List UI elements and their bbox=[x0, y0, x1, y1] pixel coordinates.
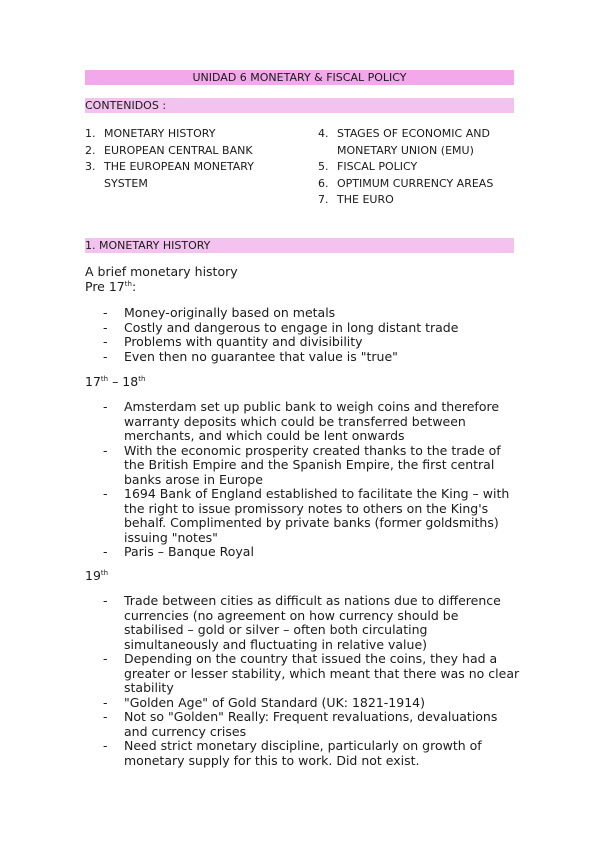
period-17-18-list bbox=[100, 400, 520, 560]
period-heading-17-18: 17th – 18th bbox=[85, 374, 146, 389]
toc-text: EUROPEAN CENTRAL BANK bbox=[104, 143, 253, 157]
list-item: - Depending on the country that issued the coins, they had a greater or lesser stability, which meant that there was no clear stability bbox=[103, 651, 520, 695]
list-item: - Need strict monetary discipline, particularly on growth of monetary supply for this to work. Did not exist. bbox=[103, 738, 482, 768]
toc-text: MONETARY HISTORY bbox=[104, 127, 216, 140]
toc-item bbox=[318, 126, 518, 159]
list-item: - Amsterdam set up public bank to weigh coins and therefore warranty deposits which could be transferred between merchants, and which could be lent onwards bbox=[103, 399, 500, 443]
list-item: - Paris – Banque Royal bbox=[103, 544, 254, 559]
toc-text: THE EURO bbox=[337, 193, 394, 206]
toc-text: THE EUROPEAN MONETARY SYSTEM bbox=[104, 160, 254, 190]
document-title: UNIDAD 6 MONETARY & FISCAL POLICY bbox=[85, 70, 514, 85]
period-heading-19: 19th bbox=[85, 568, 109, 583]
list-item: - Costly and dangerous to engage in long distant trade bbox=[103, 319, 459, 335]
list-item: - "Golden Age" of Gold Standard (UK: 1821-1914) bbox=[103, 694, 425, 710]
toc-number: 1. bbox=[85, 127, 96, 140]
toc-item bbox=[318, 159, 518, 176]
pre17-list bbox=[100, 306, 520, 364]
toc-number: 3. bbox=[85, 160, 96, 173]
list-item: - Not so "Golden" Really: Frequent revaluations, devaluations and currency crises bbox=[103, 709, 498, 739]
period-heading-pre17: Pre 17th: bbox=[85, 279, 137, 294]
list-item: - Money-originally based on metals bbox=[103, 305, 336, 320]
toc-item bbox=[85, 126, 300, 143]
section-heading: 1. MONETARY HISTORY bbox=[85, 238, 514, 253]
toc-number: 4. bbox=[318, 127, 329, 140]
intro-text: A brief monetary history bbox=[85, 264, 238, 279]
contents-label: CONTENIDOS : bbox=[85, 98, 514, 113]
list-item: - Trade between cities as difficult as nations due to difference currencies (no agreement on how currency should be stabilised – gold or silver – often both circulating simultaneously and fluctuating in relative value) bbox=[103, 593, 501, 652]
toc-left-column bbox=[85, 126, 300, 192]
list-item: - Problems with quantity and divisibility bbox=[103, 334, 363, 349]
toc-number: 6. bbox=[318, 176, 329, 190]
list-item: - With the economic prosperity created thanks to the trade of the British Empire and the Spanish Empire, the first central banks arose in Europe bbox=[103, 442, 501, 487]
list-item: - 1694 Bank of England established to facilitate the King – with the right to issue promissory notes to others on the King's behalf. Complimented by private banks (former goldsmiths) issuing "notes" bbox=[103, 486, 510, 545]
toc-item bbox=[318, 176, 518, 193]
toc-number: 2. bbox=[85, 143, 96, 157]
period-19-list bbox=[100, 594, 520, 768]
toc-right-column bbox=[318, 126, 518, 209]
toc-text: STAGES OF ECONOMIC AND MONETARY UNION (EMU) bbox=[337, 127, 490, 157]
list-item: - Even then no guarantee that value is "true" bbox=[103, 348, 398, 364]
toc-number: 5. bbox=[318, 160, 329, 173]
toc-number: 7. bbox=[318, 193, 329, 206]
toc-item bbox=[318, 192, 518, 209]
toc-text: OPTIMUM CURRENCY AREAS bbox=[337, 176, 494, 190]
toc-item bbox=[85, 159, 300, 192]
toc-text: FISCAL POLICY bbox=[337, 160, 418, 173]
toc-item bbox=[85, 143, 300, 160]
